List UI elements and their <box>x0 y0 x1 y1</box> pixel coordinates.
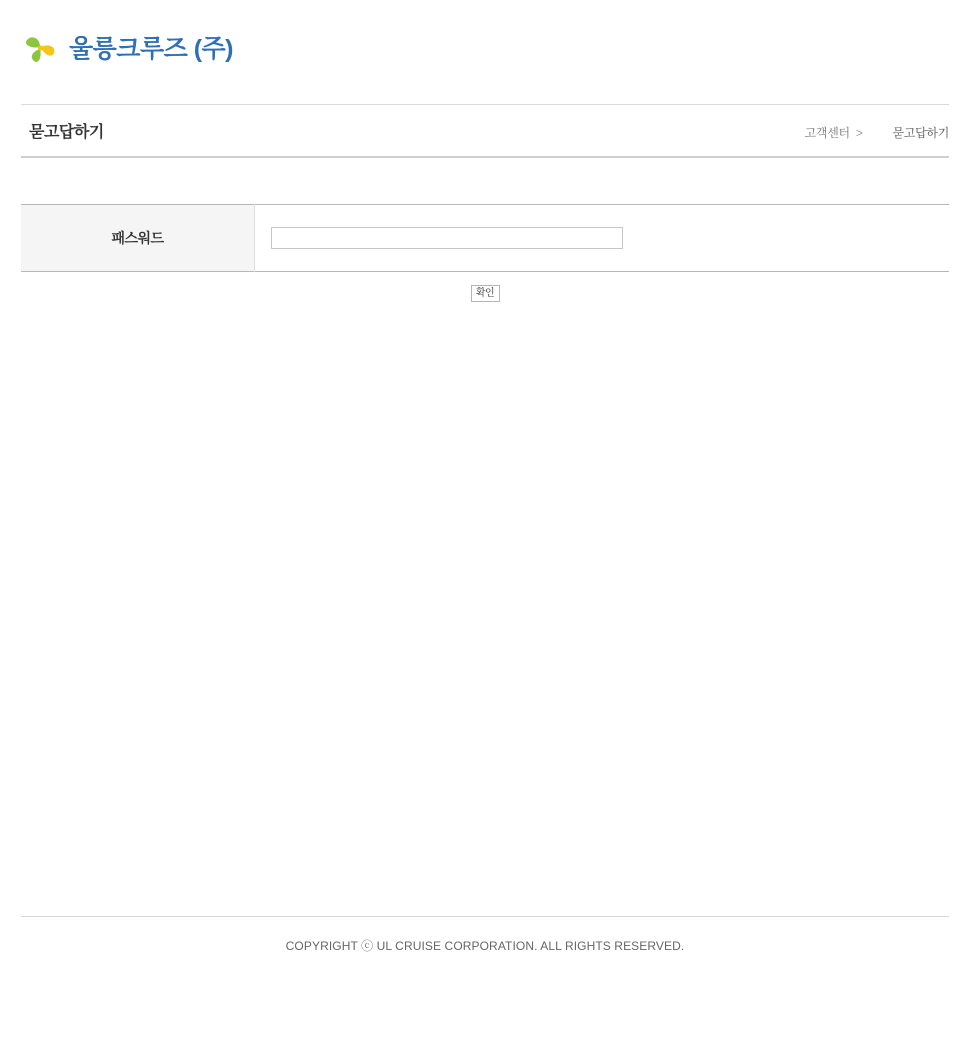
breadcrumb-parent[interactable]: 고객센터 <box>804 126 850 140</box>
pinwheel-flower-logo-icon <box>21 29 61 69</box>
breadcrumb-current: 묻고답하기 <box>892 126 949 140</box>
copyright-text: COPYRIGHT ⓒ UL CRUISE CORPORATION. ALL RIGHTS RESERVED. <box>285 939 685 953</box>
password-form-table <box>21 204 949 272</box>
table-row <box>21 205 949 272</box>
password-field-cell <box>255 205 950 272</box>
page-title: 묻고답하기 <box>29 124 104 141</box>
password-input[interactable] <box>271 227 623 249</box>
main-content <box>21 158 949 302</box>
site-logo-link[interactable] <box>21 29 233 69</box>
confirm-button[interactable]: 확인 <box>471 285 500 302</box>
site-footer <box>21 916 949 954</box>
breadcrumb <box>805 124 949 141</box>
form-button-row <box>21 272 949 302</box>
site-header <box>0 0 970 104</box>
password-label: 패스워드 <box>21 205 255 272</box>
brand-name: 울릉크루즈 (주) <box>69 34 233 63</box>
page-title-bar <box>21 104 949 158</box>
breadcrumb-separator: > <box>855 125 863 140</box>
